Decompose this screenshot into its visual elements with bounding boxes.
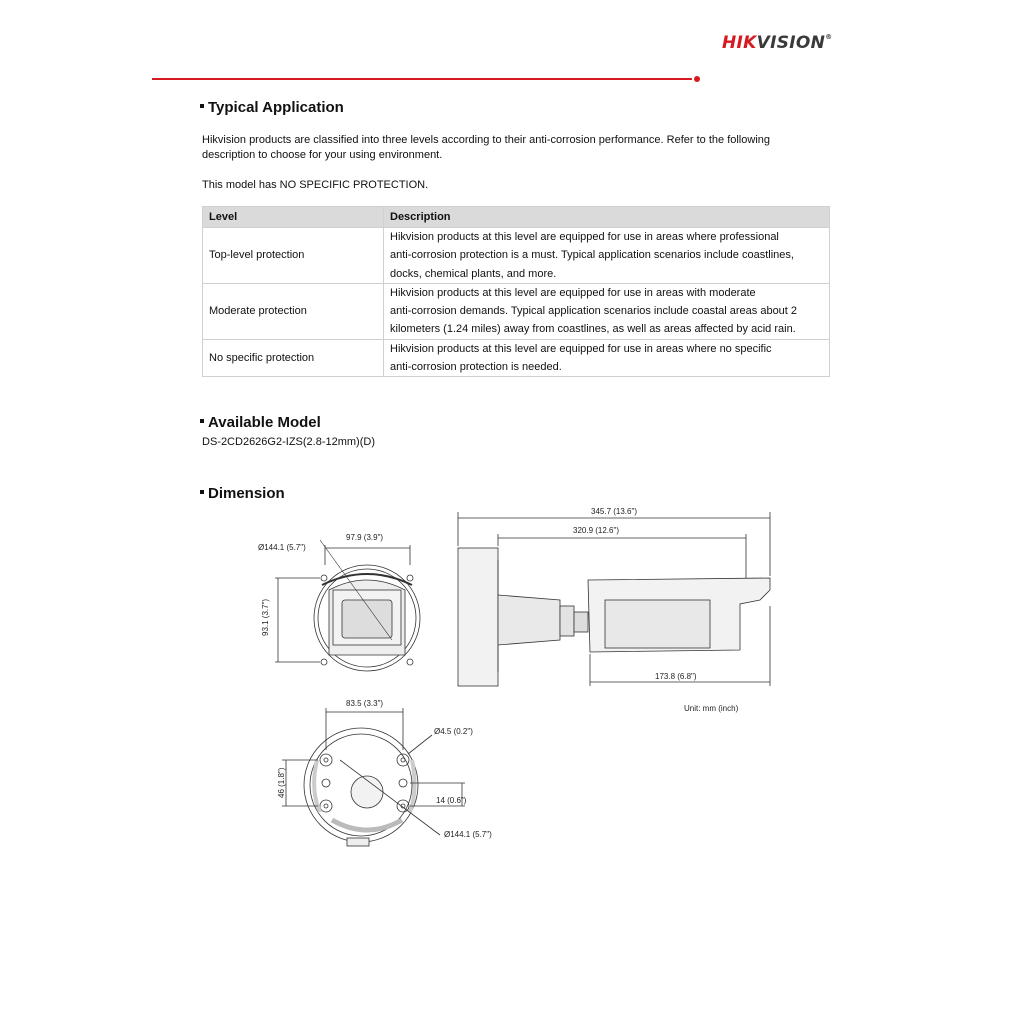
model-number: DS-2CD2626G2-IZS(2.8-12mm)(D) [202, 436, 375, 448]
description-line: Hikvision products at this level are equipped for use in areas where no specific [390, 342, 772, 355]
available-model-heading: Available Model [200, 414, 321, 431]
description-line: anti-corrosion protection is a must. Typical application scenarios include coastlines, [390, 249, 794, 262]
unit-note: Unit: mm (inch) [684, 704, 739, 713]
level-cell: No specific protection [203, 339, 384, 377]
hole-diameter-label: Ø4.5 (0.2") [434, 727, 473, 736]
front-view [275, 540, 420, 671]
side-view [458, 512, 770, 686]
table-header-description: Description [384, 207, 830, 228]
dimension-heading: Dimension [200, 485, 285, 502]
description-line: anti-corrosion demands. Typical application scenarios include coastal areas about 2 [390, 305, 798, 318]
side-hood-label: 173.8 (6.8") [655, 672, 697, 681]
description-line: kilometers (1.24 miles) away from coastlines, as well as areas affected by acid rain. [390, 323, 796, 336]
base-diameter-label: Ø144.1 (5.7") [444, 830, 492, 839]
model-protection-note: This model has NO SPECIFIC PROTECTION. [202, 179, 429, 191]
side-total-label: 345.7 (13.6") [591, 507, 637, 516]
side-body-label: 320.9 (12.6") [573, 526, 619, 535]
base-offset-label: 14 (0.6") [436, 796, 467, 805]
intro-line-1: Hikvision products are classified into three levels according to their anti-corrosion performance. Refer to the following [202, 134, 770, 146]
hikvision-logo: HIKVISION® [722, 33, 833, 53]
description-line: anti-corrosion protection is needed. [390, 361, 562, 374]
table-header-level: Level [203, 207, 384, 228]
description-line: docks, chemical plants, and more. [390, 267, 557, 280]
base-width-label: 83.5 (3.3") [346, 699, 384, 708]
level-cell: Top-level protection [203, 228, 384, 284]
description-line: Hikvision products at this level are equipped for use in areas with moderate [390, 286, 756, 299]
level-cell: Moderate protection [203, 283, 384, 339]
front-height-label: 93.1 (3.7") [261, 598, 270, 636]
base-height-label: 46 (1.8") [277, 767, 286, 798]
description-line: Hikvision products at this level are equipped for use in areas where professional [390, 231, 779, 243]
typical-application-heading: Typical Application [200, 99, 344, 116]
front-width-label: 97.9 (3.9") [346, 533, 384, 542]
intro-line-2: description to choose for your using environment. [202, 149, 443, 161]
front-diameter-label: Ø144.1 (5.7") [258, 543, 306, 552]
